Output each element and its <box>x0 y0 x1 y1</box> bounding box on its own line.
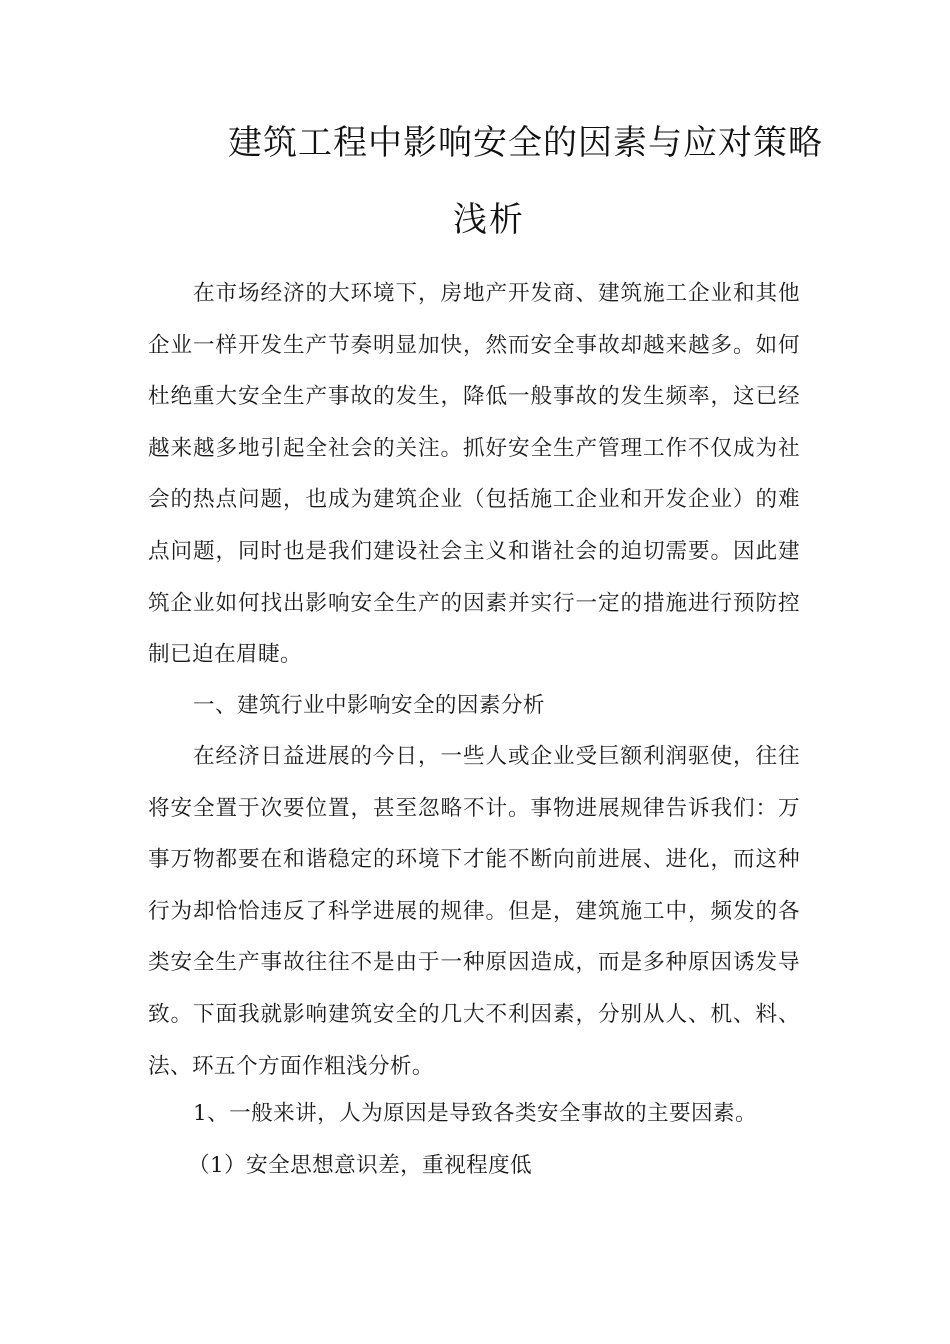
section-heading <box>148 680 800 732</box>
intro-paragraph <box>148 268 800 681</box>
document-title-line1: 建筑工程中影响安全的因素与应对策略 <box>228 123 823 163</box>
point-heading <box>148 1088 800 1140</box>
sub-point-heading <box>188 1140 840 1192</box>
sub-point-heading-text: （1）安全思想意识差，重视程度低 <box>188 1153 533 1178</box>
section-heading-text: 一、建筑行业中影响安全的因素分析 <box>193 693 545 718</box>
document-title-line2: 浅析 <box>453 200 525 240</box>
section-body-text: 在经济日益进展的今日，一些人或企业受巨额利润驱使，往往将安全置于次要位置，甚至忽略不计。事物进展规律告诉我们：万事万物都要在和谐稳定的环境下才能不断向前进展、进化，而这种行为却恰恰违反了科学进展的规律。但是，建筑施工中，频发的各类安全生产事故往往不是由于一种原因造成，而是多种原因诱发导致。下面我就影响建筑安全的几大不利因素，分别从人、机、料、法、环五个方面作粗浅分析。 <box>148 744 800 1079</box>
intro-paragraph-text: 在市场经济的大环境下，房地产开发商、建筑施工企业和其他企业一样开发生产节奏明显加快，然而安全事故却越来越多。如何杜绝重大安全生产事故的发生，降低一般事故的发生频率，这已经越来越多地引起全社会的关注。抓好安全生产管理工作不仅成为社会的热点问题，也成为建筑企业（包括施工企业和开发企业）的难点问题，同时也是我们建设社会主义和谐社会的迫切需要。因此建筑企业如何找出影响安全生产的因素并实行一定的措施进行预防控制已迫在眉睫。 <box>148 281 800 668</box>
point-heading-text: 1、一般来讲，人为原因是导致各类安全事故的主要因素。 <box>193 1101 757 1126</box>
section-body-paragraph <box>148 731 800 1092</box>
